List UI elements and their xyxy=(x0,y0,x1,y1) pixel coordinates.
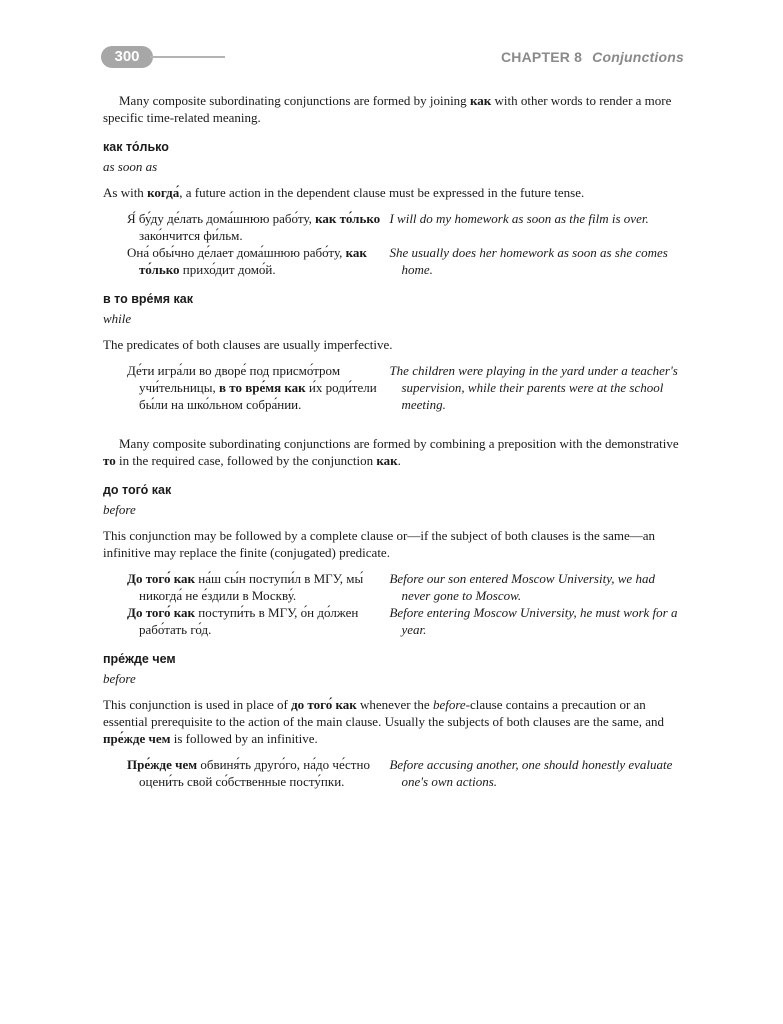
english-translation: Before our son entered Moscow University, we had never gone to Moscow. xyxy=(389,571,655,603)
section-heading-kak-tolko: как то́лько xyxy=(103,140,169,154)
russian-example: До того́ как на́ш сы́н поступи́л в МГУ, мы́ никогда́ не е́здили в Москву́. xyxy=(127,571,364,603)
russian-example: До того́ как поступи́ть в МГУ, о́н до́лжен рабо́тать го́д. xyxy=(127,605,359,637)
page-number: 300 xyxy=(101,46,153,68)
russian-example: Она́ обы́чно де́лает дома́шнюю рабо́ту, как то́лько прихо́дит домо́й. xyxy=(127,245,367,277)
example-row xyxy=(103,604,685,638)
section-gloss: while xyxy=(103,311,132,326)
section-heading-do-togo-kak: до того́ как xyxy=(103,483,172,497)
section-note: The predicates of both clauses are usually imperfective. xyxy=(103,337,393,352)
intro-paragraph-2: Many composite subordinating conjunctions are formed by combining a preposition with the demonstrative то in the required case, followed by the conjunction как. xyxy=(103,436,679,468)
chapter-heading xyxy=(501,49,684,65)
english-translation: I will do my homework as soon as the film is over. xyxy=(389,211,649,226)
english-translation: She usually does her homework as soon as she comes home. xyxy=(389,245,668,277)
section-heading-v-to-vremya-kak: в то вре́мя как xyxy=(103,292,193,306)
section-note: This conjunction is used in place of до того́ как whenever the before-clause contains a precaution or an essential prerequisite to the action of the main clause. Usually the subjects of both clauses are the same, and пре́жде чем is followed by an infinitive. xyxy=(103,697,664,746)
chapter-label: CHAPTER 8 xyxy=(501,49,583,65)
chapter-title: Conjunctions xyxy=(592,49,684,65)
section-heading-prezhde-chem: пре́жде чем xyxy=(103,652,176,666)
english-translation: The children were playing in the yard under a teacher's supervision, while their parents were at the school meeting. xyxy=(389,363,678,412)
example-row xyxy=(103,756,685,790)
section-note: As with когда́, a future action in the dependent clause must be expressed in the future tense. xyxy=(103,185,585,200)
english-translation: Before accusing another, one should honestly evaluate one's own actions. xyxy=(389,757,673,789)
section-note: This conjunction may be followed by a complete clause or—if the subject of both clauses is the same—an infinitive may replace the finite (conjugated) predicate. xyxy=(103,528,655,560)
english-translation: Before entering Moscow University, he must work for a year. xyxy=(389,605,678,637)
header-rule xyxy=(150,56,225,58)
russian-example: Пре́жде чем обвиня́ть друго́го, на́до че́стно оцени́ть свой со́бственные посту́пки. xyxy=(127,757,370,789)
example-row xyxy=(103,362,685,413)
running-header xyxy=(0,44,783,74)
russian-example: Я́ бу́ду де́лать дома́шнюю рабо́ту, как то́лько зако́нчится фи́льм. xyxy=(127,211,381,243)
example-row xyxy=(103,244,685,278)
section-gloss: as soon as xyxy=(103,159,158,174)
page-body xyxy=(103,92,685,790)
example-row xyxy=(103,570,685,604)
section-gloss: before xyxy=(103,671,136,686)
intro-paragraph-1: Many composite subordinating conjunctions are formed by joining как with other words to render a more specific time-related meaning. xyxy=(103,93,672,125)
section-gloss: before xyxy=(103,502,136,517)
example-row xyxy=(103,210,685,244)
russian-example: Де́ти игра́ли во дворе́ под присмо́тром учи́тельницы, в то вре́мя как и́х роди́тели бы́ли на шко́льном собра́нии. xyxy=(127,363,377,412)
